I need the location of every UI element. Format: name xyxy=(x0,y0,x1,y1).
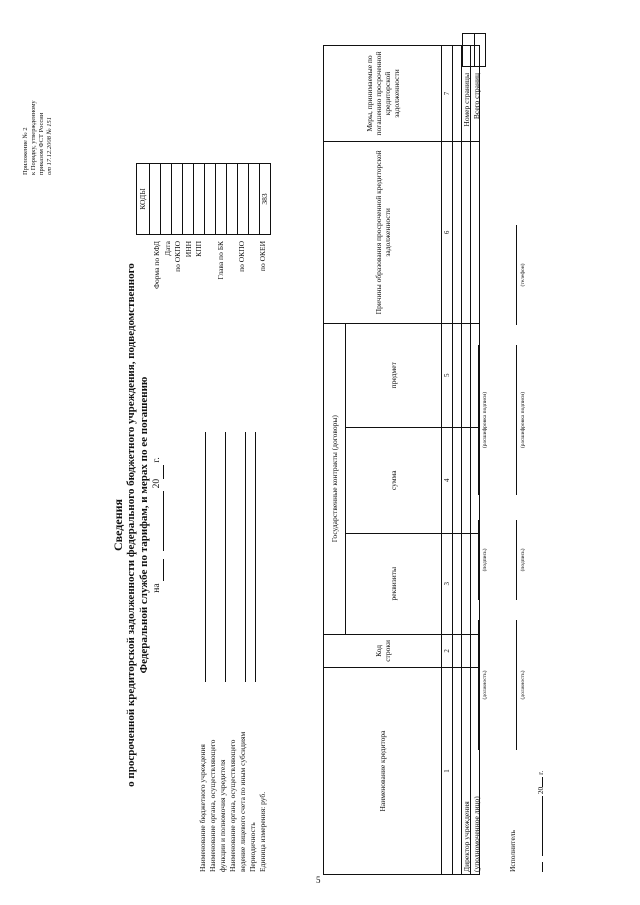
page-number-cell[interactable] xyxy=(463,34,475,66)
appendix-line-2: к Порядку, утвержденному xyxy=(30,100,37,175)
header-sum: сумма xyxy=(346,427,442,533)
appendix-line-1: Приложение № 2 xyxy=(22,127,29,175)
executor-signature-line[interactable] xyxy=(516,520,517,600)
header-fields xyxy=(198,432,268,872)
codes-box xyxy=(136,163,271,235)
appendix-note xyxy=(22,45,54,175)
codes-labels: Форма по КФД Дата по ОКПО ИНН КПП Глава по БК по ОКПО по ОКЕИ xyxy=(152,241,267,289)
code-cell-blank-3[interactable] xyxy=(249,164,260,234)
field-account-1: Наименование органа, осуществляющего xyxy=(228,739,237,872)
executor-decoding-line[interactable] xyxy=(516,345,517,495)
page-number-label: Номер страницы xyxy=(462,73,471,127)
header-creditor: Наименование кредитора xyxy=(324,668,442,875)
code-cell-kpp[interactable] xyxy=(194,164,205,234)
field-blank[interactable] xyxy=(255,432,256,682)
code-cell-kfd[interactable] xyxy=(150,164,161,234)
executor-position-line[interactable] xyxy=(516,620,517,750)
total-pages-label: Всего страниц xyxy=(472,73,481,120)
executor-position-caption: (должность) xyxy=(520,670,526,700)
codes-header: КОДЫ xyxy=(137,164,150,234)
header-details: реквизиты xyxy=(346,533,442,634)
creditors-table xyxy=(323,45,480,875)
executor-decoding-caption: (расшифровка подписи) xyxy=(520,391,526,449)
code-cell-inn[interactable] xyxy=(183,164,194,234)
field-account-2: ведение лицевого счета по иным субсидиям xyxy=(238,432,248,872)
executor-phone-caption: (телефон) xyxy=(520,263,526,287)
pages-labels xyxy=(462,73,482,153)
director-decoding-line[interactable] xyxy=(478,345,479,495)
code-cell-okpo[interactable] xyxy=(172,164,183,234)
field-blank[interactable] xyxy=(205,432,206,682)
field-founder-2: функции и полномочия учредителя xyxy=(218,432,228,872)
director-decoding-caption: (расшифровка подписи) xyxy=(482,391,488,449)
total-pages-cell[interactable] xyxy=(475,34,486,66)
director-label: Директор учреждения (уполномоченное лицо) xyxy=(462,796,481,872)
field-institution: Наименование бюджетного учреждения xyxy=(198,432,208,872)
title-line-3: Федеральной службе по тарифам, и мерах по ее погашению xyxy=(138,376,150,674)
header-subject: предмет xyxy=(346,323,442,427)
date-na-label: на xyxy=(152,583,162,593)
field-unit: Единица измерения: руб. xyxy=(258,791,267,872)
field-founder-1: Наименование органа, осуществляющего xyxy=(208,739,217,872)
executor-phone-line[interactable] xyxy=(516,225,517,325)
column-numbers-row: 1 2 3 4 5 6 7 xyxy=(442,46,453,875)
date-year-prefix: 20 xyxy=(152,478,162,489)
director-signature-caption: (подпись) xyxy=(482,548,488,572)
code-cell-date[interactable] xyxy=(161,164,172,234)
table-row[interactable] xyxy=(462,46,471,875)
code-cell-blank-2[interactable] xyxy=(227,164,238,234)
director-signature-line[interactable] xyxy=(478,520,479,600)
title-line-1: Сведения xyxy=(111,498,125,552)
header-reasons: Причины образования просроченной кредиторской задолженности xyxy=(324,141,442,323)
date-year-suffix: г. xyxy=(152,457,162,463)
field-blank[interactable] xyxy=(245,432,246,682)
date-year-blank[interactable] xyxy=(153,465,164,479)
field-periodicity: Периодичность xyxy=(248,432,258,872)
code-cell-okei: 383 xyxy=(260,193,269,205)
appendix-line-3: приказом ФСТ России xyxy=(38,112,45,175)
header-code: Код строки xyxy=(324,634,442,667)
header-contracts: Государственные контракты (договоры) xyxy=(324,323,346,634)
title-line-2: о просроченной кредиторской задолженности федерального бюджетного учреждения, подведомственного xyxy=(125,263,137,787)
field-blank[interactable] xyxy=(225,432,226,682)
table-row[interactable] xyxy=(453,46,462,875)
page-number: 5 xyxy=(316,875,321,885)
code-cell-blank-1[interactable] xyxy=(205,164,216,234)
code-cell-okpo-2[interactable] xyxy=(238,164,249,234)
director-position-line[interactable] xyxy=(478,620,479,750)
code-cell-bk[interactable] xyxy=(216,164,227,234)
date-month-blank[interactable] xyxy=(153,491,164,551)
executor-label: Исполнитель xyxy=(508,830,517,872)
date-day-blank[interactable] xyxy=(153,559,164,581)
header-measures: Меры, принимаемые по погашению просроченной кредиторской задолженности xyxy=(324,46,442,142)
pages-box xyxy=(462,33,486,67)
appendix-line-4: от 17.12.2008 № 151 xyxy=(46,117,53,175)
signature-date: 20 г. xyxy=(534,771,546,872)
executor-signature-caption: (подпись) xyxy=(520,548,526,572)
director-position-caption: (должность) xyxy=(482,670,488,700)
